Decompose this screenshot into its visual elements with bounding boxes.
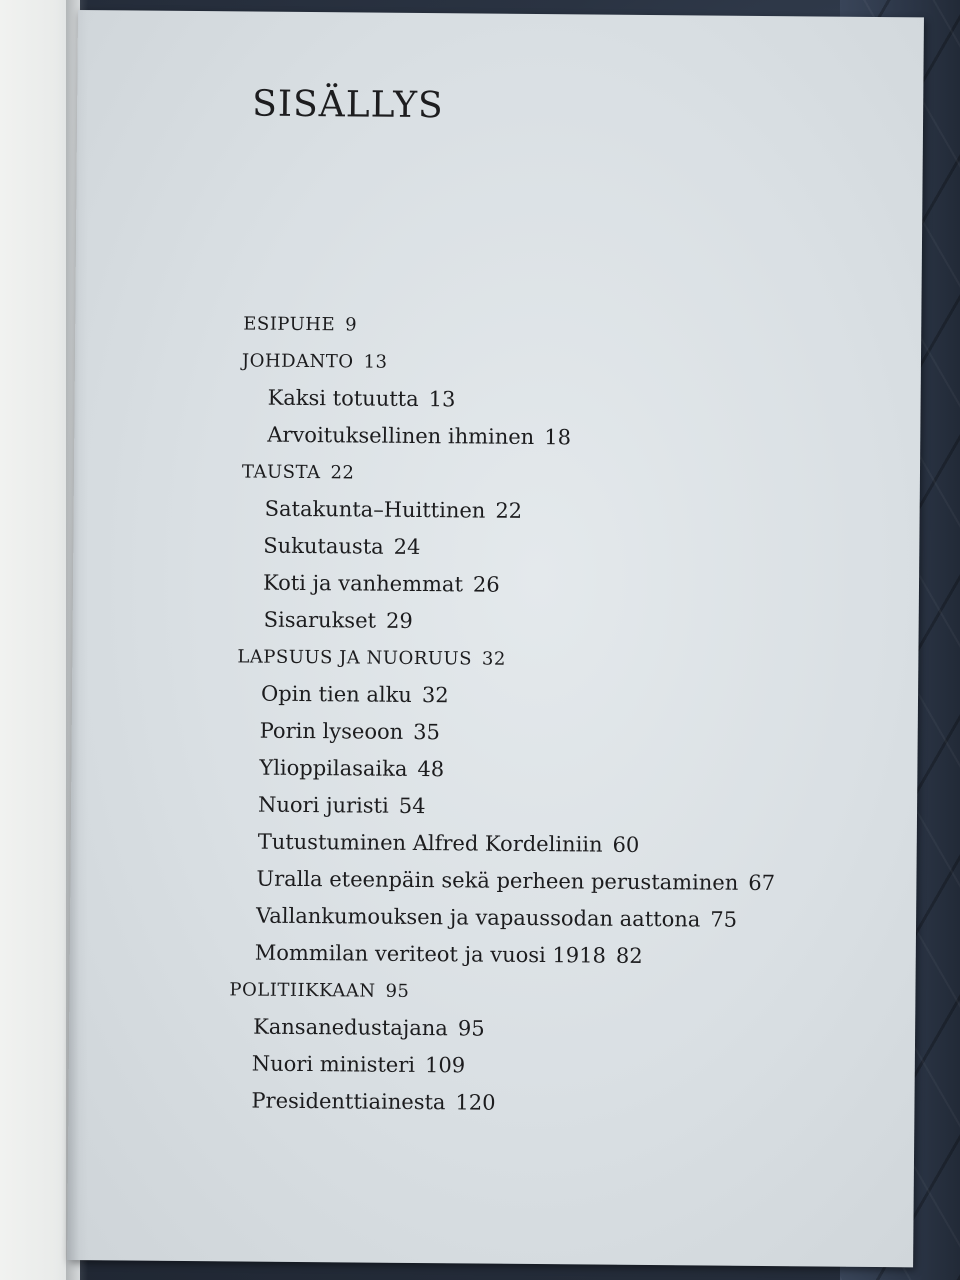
toc-entry-page-number: 32 <box>481 648 506 670</box>
toc-entry-label: Satakunta–Huittinen <box>264 496 486 523</box>
toc-entry <box>243 305 883 348</box>
toc-entry <box>240 601 881 644</box>
toc-entry <box>240 490 881 533</box>
toc-entry-label: Arvoituksellinen ihminen <box>267 422 535 449</box>
toc-entry-page-number: 120 <box>455 1090 496 1115</box>
toc-entry <box>236 712 880 755</box>
toc-entry <box>237 675 880 718</box>
toc-entry-label: Opin tien alku <box>260 681 412 707</box>
toc-entry <box>229 1008 877 1051</box>
toc-entry-page-number: 13 <box>428 387 456 412</box>
toc-entry-page-number: 109 <box>424 1053 466 1078</box>
toc-entry <box>227 1082 876 1125</box>
toc-entry-label: Koti ja vanhemmat <box>262 570 464 597</box>
toc-entry-page-number: 9 <box>345 314 358 336</box>
toc-entry-label: Kaksi totuutta <box>267 385 419 411</box>
toc-entry <box>237 638 880 681</box>
toc-entry-label: LAPSUUS JA NUORUUS <box>237 646 473 670</box>
toc-entry-page-number: 35 <box>413 719 441 745</box>
toc-entry-label: ESIPUHE <box>243 313 336 336</box>
toc-entry-label: Sisarukset <box>263 607 377 633</box>
table-of-contents <box>229 305 883 1125</box>
toc-entry <box>239 527 881 570</box>
toc-entry-label: Kansanedustajana <box>253 1014 448 1041</box>
toc-entry-page-number: 26 <box>472 572 500 597</box>
toc-entry <box>232 860 878 903</box>
toc-entry-label: TAUSTA <box>241 461 321 484</box>
page-title: SISÄLLYS <box>252 83 444 127</box>
book-page <box>67 10 924 1267</box>
toc-entry-page-number: 24 <box>393 534 421 560</box>
toc-entry-page-number: 95 <box>385 980 410 1002</box>
toc-entry-page-number: 13 <box>363 351 388 373</box>
toc-entry-page-number: 67 <box>748 870 776 896</box>
toc-entry-page-number: 95 <box>457 1016 485 1041</box>
toc-entry <box>239 564 881 607</box>
toc-entry-page-number: 82 <box>615 943 643 968</box>
toc-entry-label: Uralla eteenpäin sekä perheen perustaminen <box>256 866 739 895</box>
toc-entry-page-number: 75 <box>710 907 738 932</box>
toc-entry-label: JOHDANTO <box>241 350 354 373</box>
book-gutter <box>66 0 88 1280</box>
toc-entry <box>229 971 877 1014</box>
toc-entry-page-number: 48 <box>417 756 445 782</box>
toc-entry-label: Mommilan veriteot ja vuosi 1918 <box>254 940 607 968</box>
toc-entry-page-number: 22 <box>330 462 355 484</box>
toc-entry <box>232 897 878 940</box>
toc-entry-label: POLITIIKKAAN <box>229 979 376 1002</box>
toc-entry-label: Tutustuminen Alfred Kordeliniin <box>257 829 603 857</box>
toc-entry <box>243 379 882 422</box>
toc-entry <box>234 823 879 866</box>
toc-entry <box>234 786 879 829</box>
toc-entry-label: Nuori juristi <box>257 792 389 818</box>
toc-entry-page-number: 60 <box>612 832 640 857</box>
toc-entry-label: Nuori ministeri <box>251 1051 416 1077</box>
toc-entry-page-number: 54 <box>398 793 426 819</box>
toc-entry-page-number: 29 <box>385 608 413 633</box>
toc-entry <box>235 749 879 792</box>
toc-entry-label: Porin lyseoon <box>259 718 404 744</box>
toc-entry-page-number: 32 <box>421 683 449 708</box>
toc-entry <box>242 453 882 496</box>
toc-entry <box>231 934 878 977</box>
toc-entry-page-number: 18 <box>544 425 572 450</box>
toc-entry <box>243 416 882 459</box>
toc-entry <box>228 1045 877 1088</box>
toc-entry-label: Presidenttiainesta <box>251 1088 446 1115</box>
toc-entry <box>242 342 883 385</box>
toc-entry-label: Vallankumouksen ja vapaussodan aattona <box>255 903 701 932</box>
toc-entry-page-number: 22 <box>495 498 523 523</box>
toc-entry-label: Sukutausta <box>263 533 384 559</box>
toc-entry-label: Ylioppilasaika <box>259 755 408 781</box>
